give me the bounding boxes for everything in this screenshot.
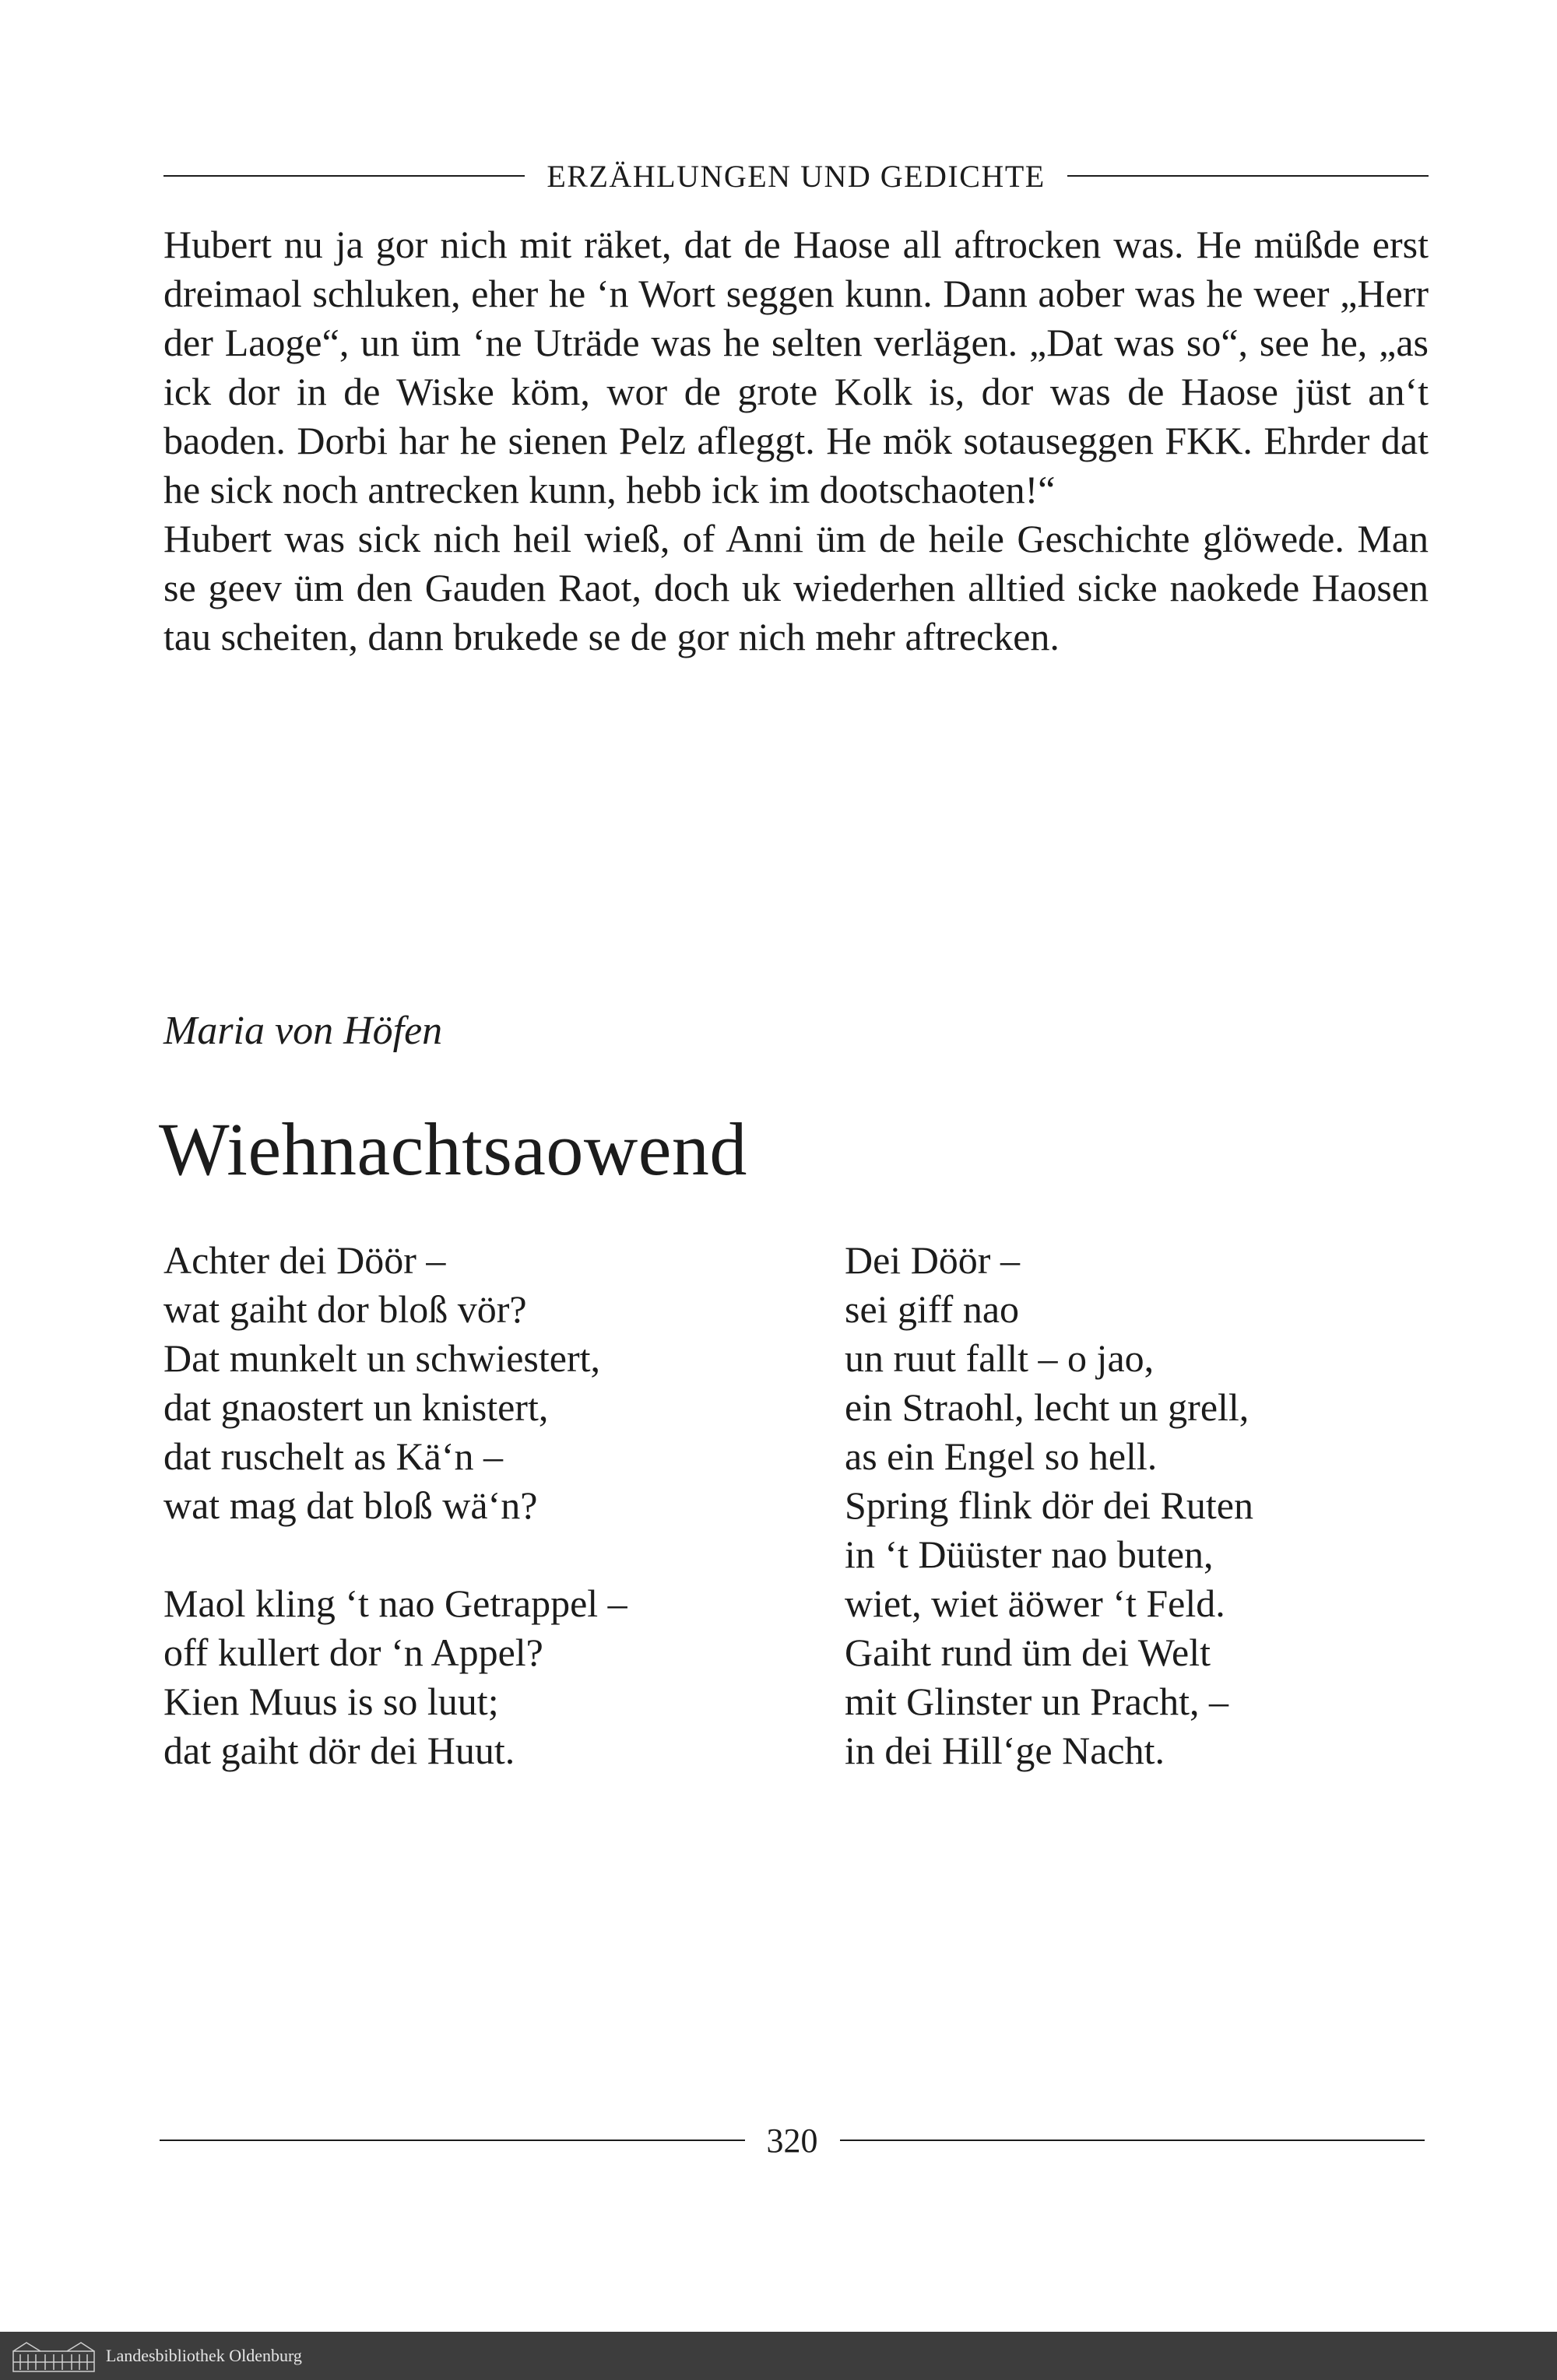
poem-column-left <box>163 1236 627 1824</box>
verse-line: dat ruschelt as Kä‘n – <box>163 1434 503 1478</box>
verse-line: wat mag dat bloß wä‘n? <box>163 1483 538 1527</box>
verse-line: mit Glinster un Pracht, – <box>845 1680 1228 1723</box>
prose-paragraph-1: Hubert nu ja gor nich mit räket, dat de Haose all aftrocken was. He müßde erst dreimaol schluken, eher he ‘n Wort seggen kunn. Dann aober was he weer „Herr der Laoge“, un üm ‘ne Uträde was he selten verlägen. „Dat was so“, see he, „as ick dor in de Wiske köm, wor de grote Kolk is, dor was de Haose jüst an‘t baoden. Dorbi har he sienen Pelz afleggt. He mök sotauseggen FKK. Ehrder dat he sick noch antrecken kunn, hebb ick im dootschaoten!“ <box>163 223 1429 511</box>
credit-strip <box>0 2332 1557 2380</box>
verse-line: Maol kling ‘t nao Getrappel – <box>163 1581 627 1625</box>
running-head <box>163 153 1429 199</box>
page-number: 320 <box>766 2121 818 2160</box>
verse-line: in dei Hill‘ge Nacht. <box>845 1729 1165 1772</box>
library-building-icon <box>11 2339 97 2373</box>
verse-line: dat gnaostert un knistert, <box>163 1385 549 1429</box>
verse-line: Achter dei Döör – <box>163 1238 446 1282</box>
prose-text <box>163 220 1429 662</box>
verse-line: Gaiht rund üm dei Welt <box>845 1631 1211 1674</box>
stanza-left-1 <box>163 1236 627 1530</box>
poem-column-right <box>845 1236 1253 1824</box>
stanza-left-2 <box>163 1579 627 1775</box>
verse-line: in ‘t Düüster nao buten, <box>845 1532 1214 1576</box>
verse-line: Spring flink dör dei Ruten <box>845 1483 1253 1527</box>
footer-rule-right <box>840 2140 1425 2141</box>
running-head-title: ERZÄHLUNGEN UND GEDICHTE <box>547 158 1046 194</box>
stanza-right-1 <box>845 1236 1253 1775</box>
prose-paragraph-2: Hubert was sick nich heil wieß, of Anni üm de heile Geschichte glöwede. Man se geev üm den Gauden Raot, doch uk wiederhen alltied sicke naokede Haosen tau scheiten, dann brukede se de gor nich mehr aftrecken. <box>163 517 1429 658</box>
poem-author: Maria von Höfen <box>163 1009 443 1053</box>
page-footer <box>160 2117 1425 2164</box>
verse-line: sei giff nao <box>845 1287 1020 1331</box>
verse-line: ein Straohl, lecht un grell, <box>845 1385 1249 1429</box>
running-head-rule-left <box>163 175 525 177</box>
verse-line: wiet, wiet äöwer ‘t Feld. <box>845 1581 1225 1625</box>
verse-line: dat gaiht dör dei Huut. <box>163 1729 515 1772</box>
verse-line: Dei Döör – <box>845 1238 1020 1282</box>
verse-line: Dat munkelt un schwiestert, <box>163 1336 600 1380</box>
verse-line: as ein Engel so hell. <box>845 1434 1158 1478</box>
verse-line: wat gaiht dor bloß vör? <box>163 1287 527 1331</box>
credit-text: Landesbibliothek Oldenburg <box>106 2346 302 2365</box>
verse-line: un ruut fallt – o jao, <box>845 1336 1155 1380</box>
running-head-rule-right <box>1067 175 1429 177</box>
verse-line: off kullert dor ‘n Appel? <box>163 1631 543 1674</box>
footer-rule-left <box>160 2140 745 2141</box>
verse-line: Kien Muus is so luut; <box>163 1680 499 1723</box>
poem-title: Wiehnachtsaowend <box>159 1108 747 1191</box>
